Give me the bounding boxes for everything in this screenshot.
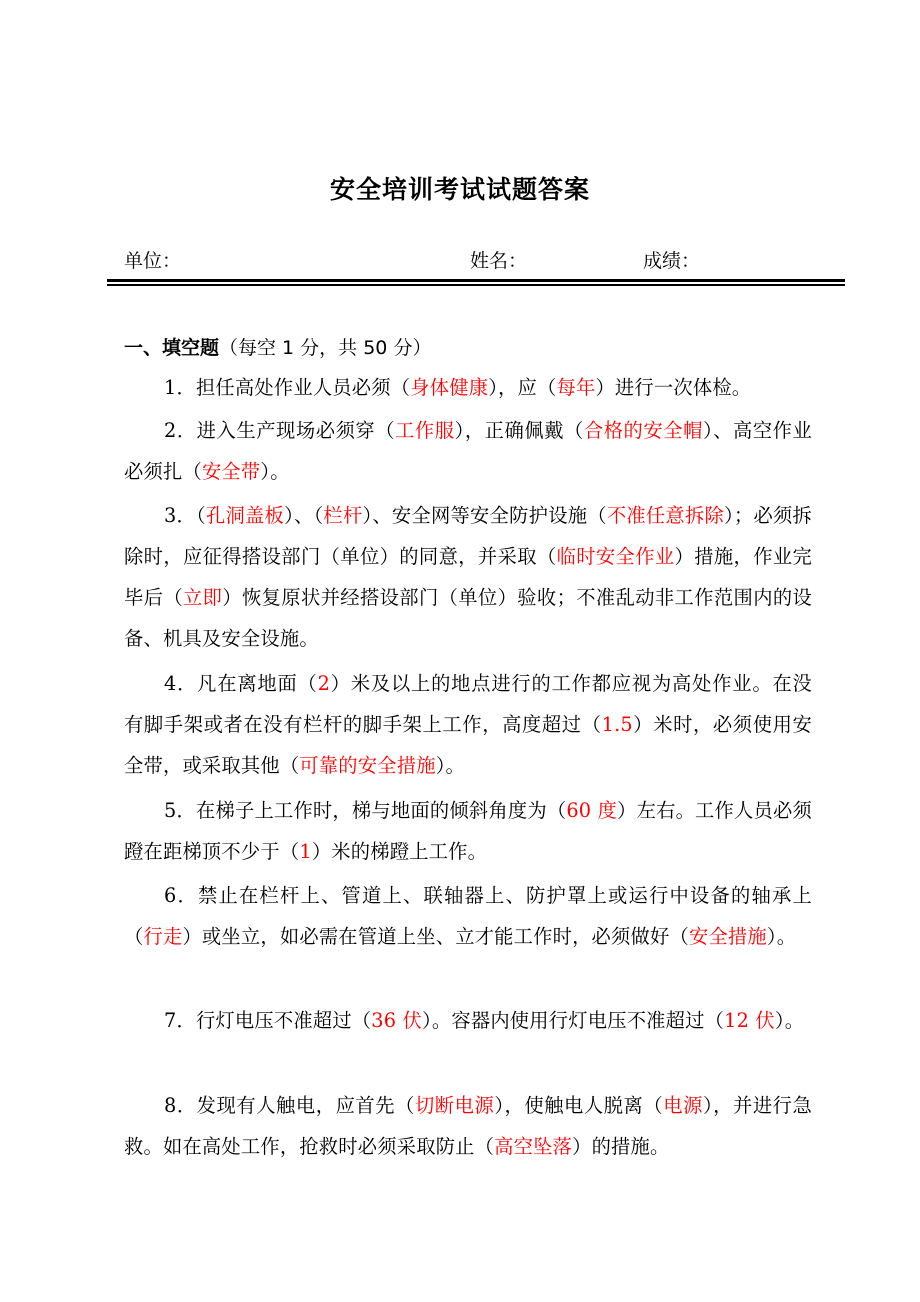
question-text: ）。 [774, 1009, 805, 1032]
answer-text: 2 [317, 672, 331, 695]
question-text: ）米时，必须使用安全带，或采取其他（ [124, 713, 812, 777]
question-number: 4． [164, 672, 198, 695]
header-info-row [124, 246, 844, 274]
question-text: ），应（ [488, 376, 557, 399]
question-text: ）进行一次体检。 [595, 376, 752, 399]
answer-text: 电源 [663, 1094, 703, 1117]
answer-text: 立即 [183, 586, 223, 609]
question-text: 在梯子上工作时，梯与地面的倾斜角度为（ [195, 799, 567, 822]
question-2 [124, 410, 812, 492]
question-text: ）、高空作业必须扎（ [124, 419, 812, 483]
answer-text: 安全带 [201, 460, 261, 483]
question-number: 7． [164, 1009, 196, 1032]
question-text: ）的措施。 [572, 1135, 670, 1158]
answer-text: 1 [299, 840, 312, 863]
question-7 [124, 1000, 812, 1041]
answer-text: 栏杆 [323, 504, 363, 527]
answer-text: 36 伏 [371, 1009, 423, 1032]
question-text: ），使触电人脱离（ [494, 1094, 664, 1117]
question-text: ）、（ [284, 504, 324, 527]
question-number: 5． [164, 799, 196, 822]
answer-text: 60 度 [566, 799, 618, 822]
question-text: ）。容器内使用行灯电压不准超过（ [422, 1009, 725, 1032]
question-5 [124, 790, 812, 872]
question-text: （ [196, 504, 206, 527]
section-score-note: （每空 1 分，共 50 分） [219, 337, 432, 359]
header-double-rule-top [107, 279, 845, 282]
name-label: 姓名： [470, 250, 528, 272]
question-text: 行灯电压不准超过（ [195, 1009, 372, 1032]
question-text: ）、安全网等安全防护设施（ [362, 504, 607, 527]
question-8 [124, 1085, 812, 1167]
question-number: 1． [164, 376, 196, 399]
answer-text: 孔洞盖板 [205, 504, 285, 527]
answer-text: 高空坠落 [494, 1135, 573, 1158]
question-6 [124, 875, 812, 957]
question-text: 凡在离地面（ [197, 672, 318, 695]
question-text: ）；必须拆除时，应征得搭设部门（单位）的同意，并采取（ [124, 504, 813, 568]
question-text: ）恢复原状并经搭设部门（单位）验收；不准乱动非工作范围内的设备、机具及安全设施。 [124, 586, 812, 650]
header-double-rule-bottom [107, 284, 845, 286]
answer-text: 12 伏 [724, 1009, 775, 1032]
question-4 [124, 663, 812, 786]
question-3 [124, 495, 812, 659]
question-number: 2． [164, 419, 197, 442]
answer-text: 1.5 [601, 713, 633, 736]
answer-text: 合格的安全帽 [583, 419, 703, 442]
page-title: 安全培训考试试题答案 [329, 175, 590, 204]
question-text: 发现有人触电，应首先（ [196, 1094, 415, 1117]
question-number: 3． [164, 504, 197, 527]
answer-text: 安全措施 [688, 925, 767, 948]
answer-text: 不准任意拆除 [606, 504, 725, 527]
question-text: ）。 [766, 925, 797, 948]
question-text: 禁止在栏杆上、管道上、联轴器上、防护罩上或运行中设备的轴承上（ [124, 884, 813, 948]
question-number: 6． [164, 884, 198, 907]
question-text: ）。 [435, 754, 466, 777]
section-title: 一、填空题 [124, 337, 220, 359]
question-text: ）米的梯蹬上工作。 [311, 840, 488, 863]
section-heading [124, 333, 431, 360]
answer-text: 可靠的安全措施 [299, 754, 436, 777]
question-text: ）米及以上的地点进行的工作都应视为高处作业。在没有脚手架或者在没有栏杆的脚手架上工作，高度超过（ [124, 672, 813, 736]
answer-text: 每年 [556, 376, 596, 399]
question-text: 担任高处作业人员必须（ [195, 376, 411, 399]
question-text: ）或坐立，如必需在管道上坐、立才能工作时，必须做好（ [182, 925, 689, 948]
score-label: 成绩： [643, 250, 701, 272]
answer-text: 行走 [143, 925, 183, 948]
question-number: 8． [164, 1094, 197, 1117]
question-text: ），并进行急救。如在高处工作，抢救时必须采取防止（ [124, 1094, 812, 1158]
unit-label: 单位： [124, 250, 182, 272]
question-text: ），正确佩戴（ [454, 419, 584, 442]
answer-text: 切断电源 [414, 1094, 495, 1117]
answer-text: 工作服 [395, 419, 455, 442]
answer-text: 身体健康 [410, 376, 489, 399]
question-text: ）左右。工作人员必须蹬在距梯顶不少于（ [124, 799, 812, 863]
question-1 [124, 367, 812, 408]
question-text: 进入生产现场必须穿（ [196, 419, 396, 442]
question-text: ）措施，作业完毕后（ [124, 545, 812, 609]
question-text: ）。 [260, 460, 290, 483]
answer-text: 临时安全作业 [556, 545, 675, 568]
